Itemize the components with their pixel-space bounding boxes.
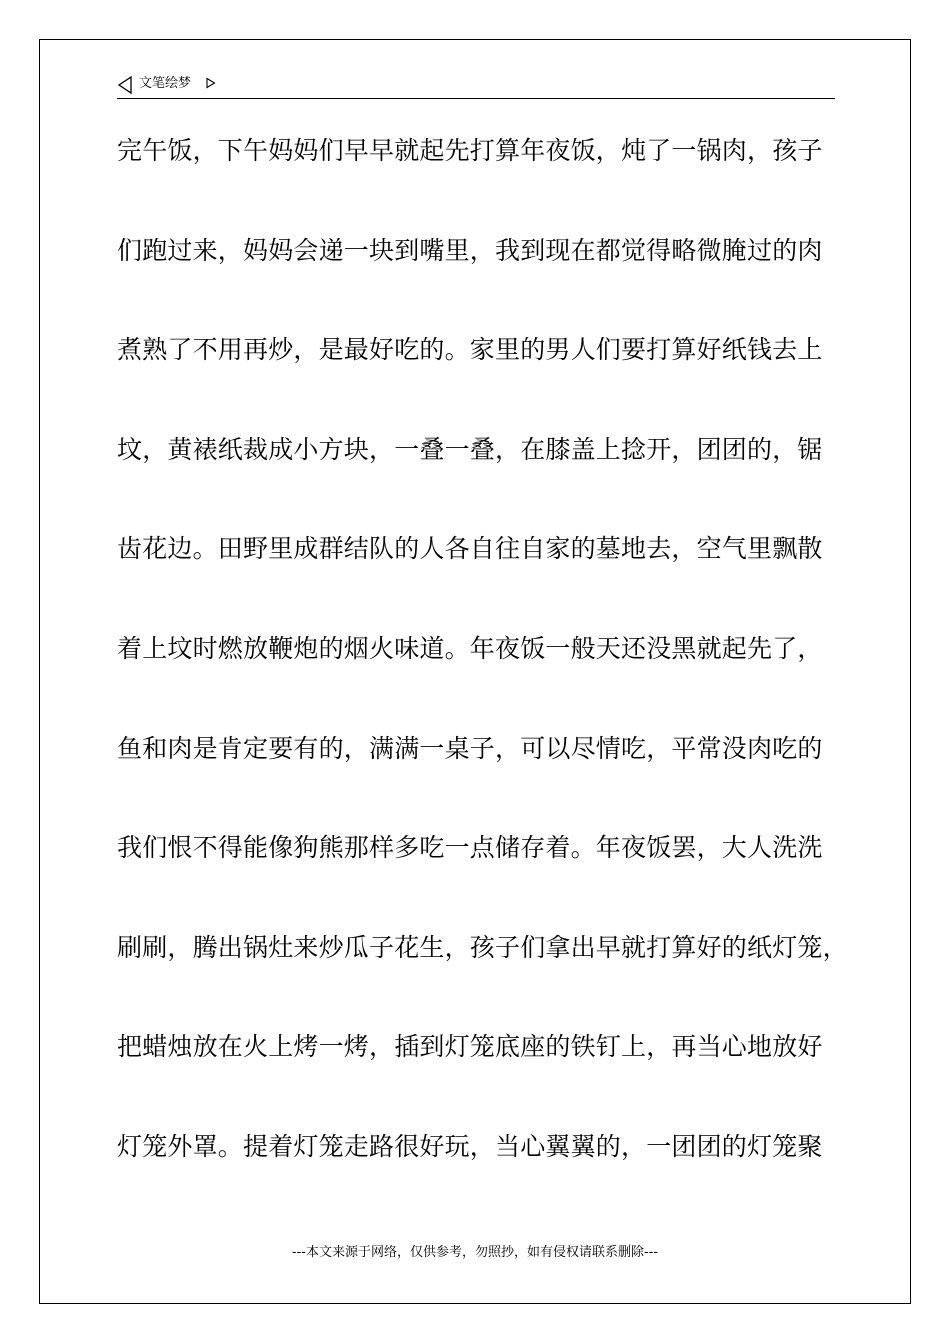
body-line: 我们恨不得能像狗熊那样多吃一点储存着。年夜饭罢，大人洗洗 [117, 833, 823, 863]
body-line: 灯笼外罩。提着灯笼走路很好玩，当心翼翼的，一团团的灯笼聚 [117, 1131, 823, 1161]
body-line: 刷刷，腾出锅灶来炒瓜子花生，孩子们拿出早就打算好的纸灯笼， [117, 932, 848, 962]
body-line: 着上坟时燃放鞭炮的烟火味道。年夜饭一般天还没黑就起先了， [117, 633, 823, 663]
header-title: 文笔绘梦 [139, 76, 192, 91]
body-line: 把蜡烛放在火上烤一烤，插到灯笼底座的铁钉上，再当心地放好 [117, 1032, 823, 1062]
body-line: 鱼和肉是肯定要有的，满满一桌子，可以尽情吃，平常没肉吃的 [117, 733, 823, 763]
body-text [117, 128, 857, 1224]
body-line: 煮熟了不用再炒，是最好吃的。家里的男人们要打算好纸钱去上 [117, 335, 823, 365]
triangle-right-outline-icon [205, 77, 216, 89]
body-line: 坟，黄裱纸裁成小方块，一叠一叠，在膝盖上捻开，团团的，锯 [117, 434, 823, 464]
triangle-left-outline-icon [117, 75, 133, 95]
page-header [117, 74, 835, 99]
body-line: 完午饭，下午妈妈们早早就起先打算年夜饭，炖了一锅肉，孩子 [117, 136, 823, 165]
body-line: 齿花边。田野里成群结队的人各自往自家的墓地去，空气里飘散 [117, 534, 823, 564]
footer-disclaimer: ---本文来源于网络，仅供参考，勿照抄，如有侵权请联系删除--- [291, 1245, 659, 1260]
body-line: 们跑过来，妈妈会递一块到嘴里，我到现在都觉得略微腌过的肉 [117, 235, 823, 265]
